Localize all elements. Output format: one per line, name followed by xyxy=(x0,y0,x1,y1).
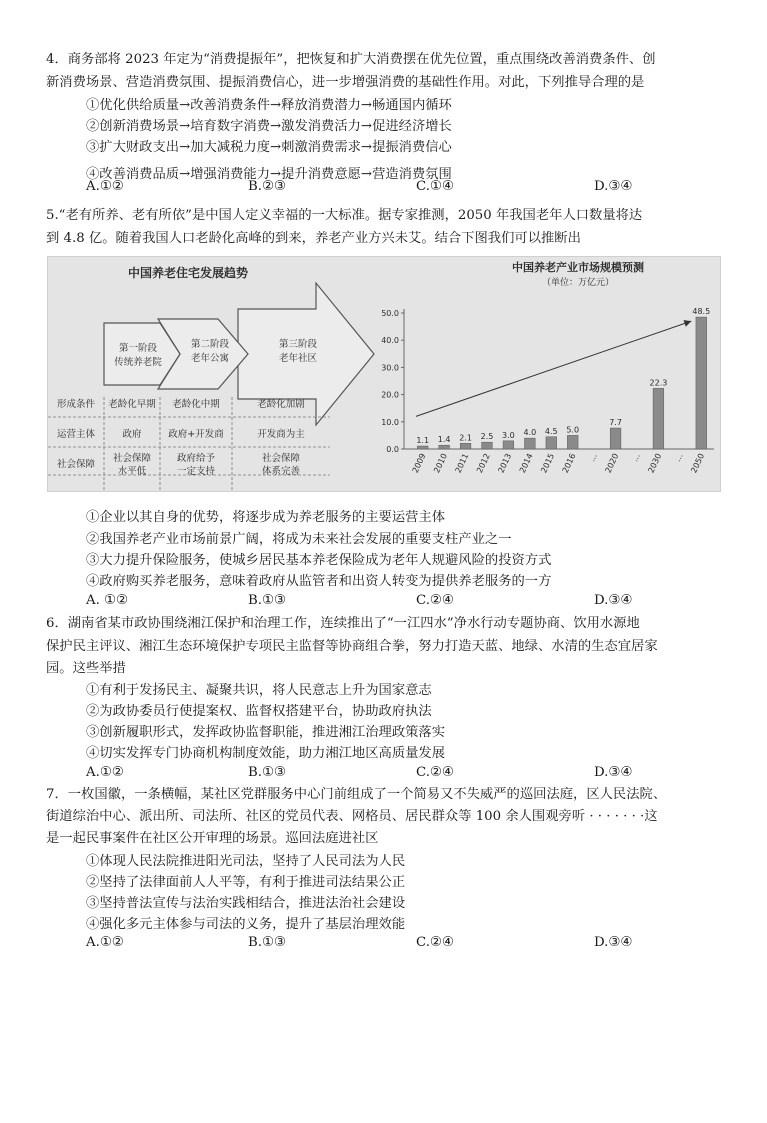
q5-figure-svg xyxy=(48,257,720,491)
value-label-2015: 4.5 xyxy=(544,426,558,436)
chart-y-ticks xyxy=(381,309,404,454)
x-tick-label: 2020 xyxy=(603,452,621,475)
q6-choice-c: C.②④ xyxy=(416,765,454,780)
security-1a: 社会保障 xyxy=(112,453,152,464)
q5-option-1: ①企业以其自身的优势，将逐步成为养老服务的主要运营主体 xyxy=(86,510,446,525)
q4-stem-line-2: 新消费场景、营造消费氛围、提振消费信心，进一步增强消费的基础性作用。对此，下列推导合理的是 xyxy=(46,75,645,90)
q6-choices xyxy=(86,763,686,783)
q7-option-1: ①体现人民法院推进阳光司法，坚持了人民司法为人民 xyxy=(86,854,406,869)
stage1-label: 第一阶段 xyxy=(118,343,158,354)
bar-2020 xyxy=(610,428,621,449)
bar-2010 xyxy=(439,445,450,449)
bar-2050 xyxy=(696,317,707,449)
chart-axes xyxy=(404,309,714,449)
q4-option-2: ②创新消费场景→培育数字消费→激发消费活力→促进经济增长 xyxy=(86,119,452,134)
bar-2016 xyxy=(567,435,578,449)
bar-2014 xyxy=(525,438,536,449)
x-tick-label: 2009 xyxy=(410,452,428,475)
bar-2013 xyxy=(503,441,514,449)
q7-choices xyxy=(86,933,686,953)
x-tick-label: 2014 xyxy=(517,452,535,475)
bar-2011 xyxy=(460,443,471,449)
value-label-2014: 4.0 xyxy=(523,428,537,438)
value-label-2010: 1.4 xyxy=(437,435,451,445)
condition-1: 老龄化早期 xyxy=(108,399,156,410)
security-2a: 政府给予 xyxy=(176,453,216,464)
q4-choice-b: B.②③ xyxy=(248,179,286,194)
chart-title: 中国养老产业市场规模预测 xyxy=(512,261,644,274)
value-label-2013: 3.0 xyxy=(502,430,515,440)
value-label-2011: 2.1 xyxy=(459,433,472,443)
stage3-name: 老年社区 xyxy=(278,353,318,364)
q4-choices xyxy=(86,177,686,197)
q5-figure xyxy=(47,256,721,492)
q6-stem-line-2: 保护民主评议、湘江生态环境保护专项民主监督等协商组合拳，努力打造天蓝、地绿、水清的生态宜居家 xyxy=(46,639,658,654)
q5-option-4: ④政府购买养老服务，意味着政府从监管者和出资人转变为提供养老服务的一方 xyxy=(86,574,552,589)
row-label-operators: 运营主体 xyxy=(56,429,96,440)
value-label-2050: 48.5 xyxy=(692,307,711,317)
q6-option-4: ④切实发挥专门协商机构制度效能，助力湘江地区高质量发展 xyxy=(86,746,446,761)
q5-choice-b: B.①③ xyxy=(248,593,286,608)
row-label-security: 社会保障 xyxy=(56,459,96,470)
value-label-2016: 5.0 xyxy=(566,425,580,435)
q5-choices xyxy=(86,591,686,611)
bar-2009 xyxy=(417,446,428,449)
q6-stem-line-1: 6．湖南省某市政协围绕湘江保护和治理工作，连续推出了“一江四水”净水行动专题协商、饮用水源地 xyxy=(46,616,640,631)
value-label-2009: 1.1 xyxy=(416,436,430,446)
y-tick-label: 40.0 xyxy=(381,336,399,346)
x-tick-label: 2030 xyxy=(646,452,664,475)
security-2b: 一定支持 xyxy=(176,466,216,477)
value-label-2012: 2.5 xyxy=(480,432,494,442)
q7-option-3: ③坚持普法宣传与法治实践相结合，推进法治社会建设 xyxy=(86,896,406,911)
y-tick-label: 50.0 xyxy=(381,309,399,318)
q6-choice-a: A.①② xyxy=(86,765,124,780)
q5-stem-line-1: 5.“老有所养、老有所依”是中国人定义幸福的一大标准。据专家推测，2050 年我国老年人口数量将达 xyxy=(46,208,643,223)
bar-2030 xyxy=(653,388,664,449)
x-tick-label: 2016 xyxy=(560,452,578,475)
operator-3: 开发商为主 xyxy=(257,429,305,440)
q7-choice-a: A.①② xyxy=(86,935,124,950)
value-label-2020: 7.7 xyxy=(609,418,622,428)
value-label-2030: 22.3 xyxy=(649,378,668,388)
q5-choice-c: C.②④ xyxy=(416,593,454,608)
q7-stem-line-3: 是一起民事案件在社区公开审理的场景。巡回法庭进社区 xyxy=(46,831,379,846)
security-3b: 体系完善 xyxy=(261,466,301,477)
chart-x-ticks xyxy=(411,452,706,474)
q6-option-1: ①有利于发扬民主、凝聚共识，将人民意志上升为国家意志 xyxy=(86,683,432,698)
bar-2012 xyxy=(482,442,493,449)
q7-stem-line-1: 7．一枚国徽，一条横幅，某社区党群服务中心门前组成了一个简易又不失威严的巡回法庭，区人民法院、 xyxy=(46,787,667,802)
stage2-name: 老年公寓 xyxy=(190,353,230,364)
q4-choice-d: D.③④ xyxy=(594,179,633,194)
condition-3: 老龄化加剧 xyxy=(257,399,305,410)
security-3a: 社会保障 xyxy=(261,453,301,464)
housing-trend-diagram xyxy=(48,265,374,491)
operator-1: 政府 xyxy=(122,429,142,440)
y-tick-label: 10.0 xyxy=(381,417,399,427)
y-tick-label: 20.0 xyxy=(381,390,399,400)
q6-option-2: ②为政协委员行使提案权、监督权搭建平台，协助政府执法 xyxy=(86,704,432,719)
q5-stem-line-2: 到 4.8 亿。随着我国人口老龄化高峰的到来，养老产业方兴未艾。结合下图我们可以推断出 xyxy=(46,231,581,246)
stage3-label: 第三阶段 xyxy=(278,339,318,350)
x-tick-label: … xyxy=(673,452,685,464)
x-tick-label: 2015 xyxy=(539,452,557,475)
row-label-conditions: 形成条件 xyxy=(56,399,96,410)
q4-option-3: ③扩大财政支出→加大减税力度→刺激消费需求→提振消费信心 xyxy=(86,140,452,155)
q7-stem-line-2: 街道综治中心、派出所、司法所、社区的党员代表、网格员、居民群众等 100 余人围观旁听 · · · · · · ·这 xyxy=(46,809,658,824)
x-tick-label: … xyxy=(630,452,642,464)
q7-option-2: ②坚持了法律面前人人平等，有利于推进司法结果公正 xyxy=(86,875,406,890)
q7-choice-d: D.③④ xyxy=(594,935,633,950)
q7-choice-b: B.①③ xyxy=(248,935,286,950)
stage1-name: 传统养老院 xyxy=(114,357,162,368)
q4-choice-c: C.①④ xyxy=(416,179,454,194)
q4-stem-line-1: 4．商务部将 2023 年定为“消费提振年”，把恢复和扩大消费摆在优先位置，重点围绕改善消费条件、创 xyxy=(46,52,656,67)
x-tick-label: 2010 xyxy=(432,452,449,475)
q4-option-1: ①优化供给质量→改善消费条件→释放消费潜力→畅通国内循环 xyxy=(86,98,452,113)
trend-arrowhead xyxy=(684,320,692,327)
chart-trend-arrow xyxy=(416,320,691,416)
q6-stem-line-3: 园。这些举措 xyxy=(46,661,126,676)
q7-choice-c: C.②④ xyxy=(416,935,454,950)
security-1b: 水平低 xyxy=(117,466,147,477)
x-tick-label: 2011 xyxy=(453,452,471,475)
chart-subtitle: （单位：万亿元） xyxy=(541,278,615,288)
housing-title: 中国养老住宅发展趋势 xyxy=(127,266,249,280)
x-tick-label: … xyxy=(587,452,599,464)
bar-2015 xyxy=(546,437,557,449)
x-tick-label: 2013 xyxy=(496,452,514,475)
q5-choice-d: D.③④ xyxy=(594,593,633,608)
x-tick-label: 2012 xyxy=(475,452,492,475)
y-tick-label: 0.0 xyxy=(386,445,399,454)
q6-choice-b: B.①③ xyxy=(248,765,286,780)
chart-value-labels xyxy=(416,307,710,445)
market-size-chart xyxy=(381,260,714,474)
q5-choice-a: A. ①② xyxy=(86,593,128,608)
trend-line xyxy=(416,321,691,416)
q4-option-4: ④改善消费品质→增强消费能力→提升消费意愿→营造消费氛围 xyxy=(86,167,452,182)
q6-option-3: ③创新履职形式，发挥政协监督职能，推进湘江治理政策落实 xyxy=(86,725,446,740)
stage2-label: 第二阶段 xyxy=(190,339,230,350)
q4-choice-a: A.①② xyxy=(86,179,124,194)
operator-2: 政府+开发商 xyxy=(168,429,224,440)
q7-option-4: ④强化多元主体参与司法的义务，提升了基层治理效能 xyxy=(86,917,406,932)
q5-option-2: ②我国养老产业市场前景广阔，将成为未来社会发展的重要支柱产业之一 xyxy=(86,532,512,547)
q6-choice-d: D.③④ xyxy=(594,765,633,780)
y-tick-label: 30.0 xyxy=(381,363,399,373)
condition-2: 老龄化中期 xyxy=(172,399,220,410)
q5-option-3: ③大力提升保险服务，使城乡居民基本养老保险成为老年人规避风险的投资方式 xyxy=(86,553,552,568)
x-tick-label: 2050 xyxy=(689,452,707,475)
